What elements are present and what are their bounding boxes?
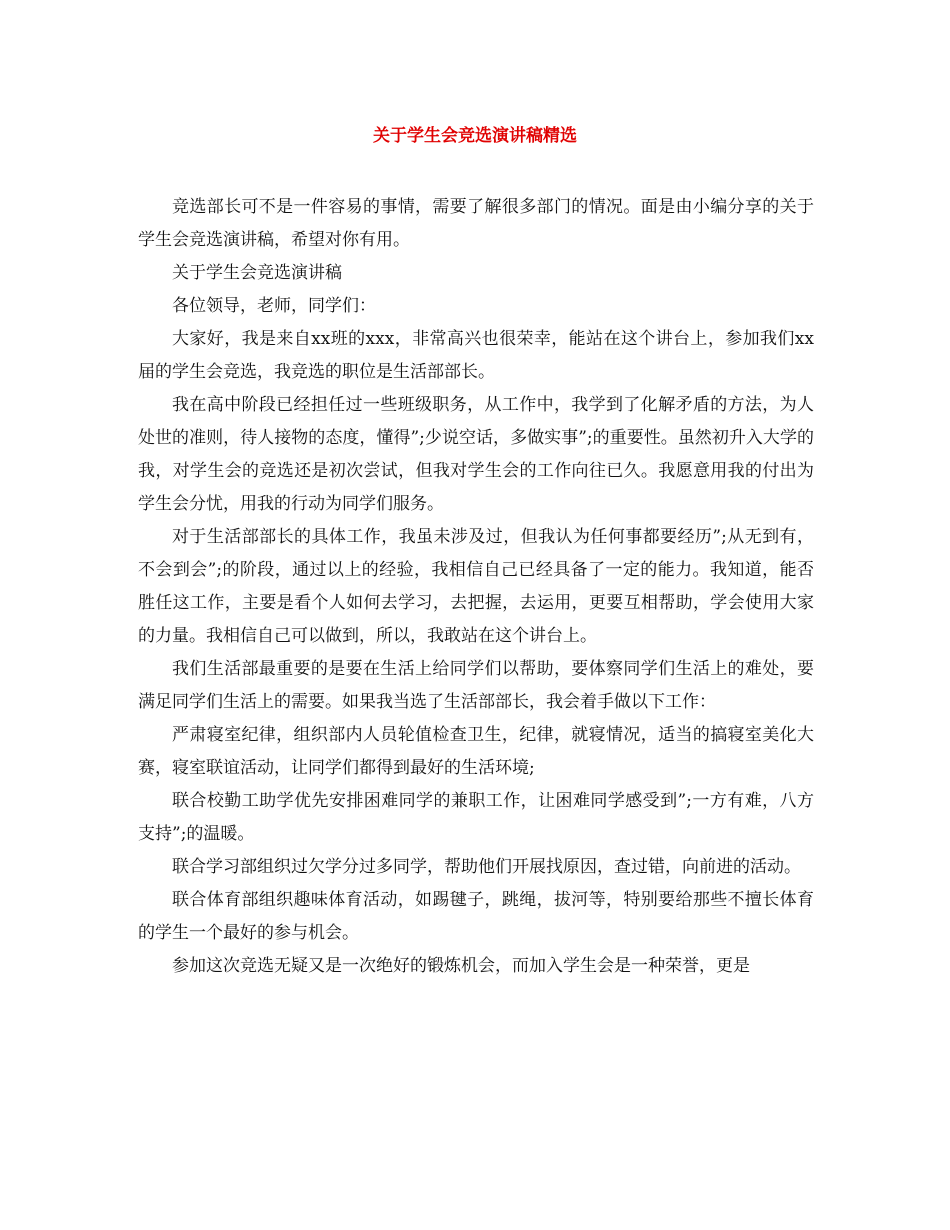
paragraph: 我在高中阶段已经担任过一些班级职务，从工作中，我学到了化解矛盾的方法，为人处世的准则，待人接物的态度，懂得”;少说空话，多做实事”;的重要性。虽然初升入大学的我，对学生会的竞选还是初次尝试，但我对学生会的工作向往已久。我愿意用我的付出为学生会分忧，用我的行动为同学们服务。 xyxy=(138,395,814,514)
paragraph-salutation: 各位领导，老师，同学们： xyxy=(172,296,376,316)
paragraph: 联合体育部组织趣味体育活动，如踢毽子，跳绳，拔河等，特别要给那些不擅长体育的学生一个最好的参与机会。 xyxy=(138,890,814,943)
document-title: 关于学生会竞选演讲稿精选 xyxy=(373,126,577,146)
document-body xyxy=(138,191,814,983)
paragraph-intro: 竞选部长可不是一件容易的事情，需要了解很多部门的情况。面是由小编分享的关于学生会竞选演讲稿，希望对你有用。 xyxy=(138,197,814,250)
paragraph: 大家好，我是来自xx班的xxx，非常高兴也很荣幸，能站在这个讲台上，参加我们xx届的学生会竞选，我竞选的职位是生活部部长。 xyxy=(138,329,814,382)
paragraph: 联合校勤工助学优先安排困难同学的兼职工作，让困难同学感受到”;一方有难，八方支持”;的温暖。 xyxy=(138,791,814,844)
paragraph: 我们生活部最重要的是要在生活上给同学们以帮助，要体察同学们生活上的难处，要满足同学们生活上的需要。如果我当选了生活部部长，我会着手做以下工作： xyxy=(138,659,814,712)
paragraph: 对于生活部部长的具体工作，我虽未涉及过，但我认为任何事都要经历”;从无到有，不会到会”;的阶段，通过以上的经验，我相信自己已经具备了一定的能力。我知道，能否胜任这工作，主要是看个人如何去学习，去把握，去运用，更要互相帮助，学会使用大家的力量。我相信自己可以做到，所以，我敢站在这个讲台上。 xyxy=(138,527,814,646)
paragraph: 严肃寝室纪律，组织部内人员轮值检查卫生，纪律，就寝情况，适当的搞寝室美化大赛，寝室联谊活动，让同学们都得到最好的生活环境; xyxy=(138,725,814,778)
paragraph: 参加这次竞选无疑又是一次绝好的锻炼机会，而加入学生会是一种荣誉，更是 xyxy=(172,956,750,976)
paragraph-subtitle: 关于学生会竞选演讲稿 xyxy=(172,263,342,283)
paragraph: 联合学习部组织过欠学分过多同学，帮助他们开展找原因，查过错，向前进的活动。 xyxy=(172,857,801,877)
